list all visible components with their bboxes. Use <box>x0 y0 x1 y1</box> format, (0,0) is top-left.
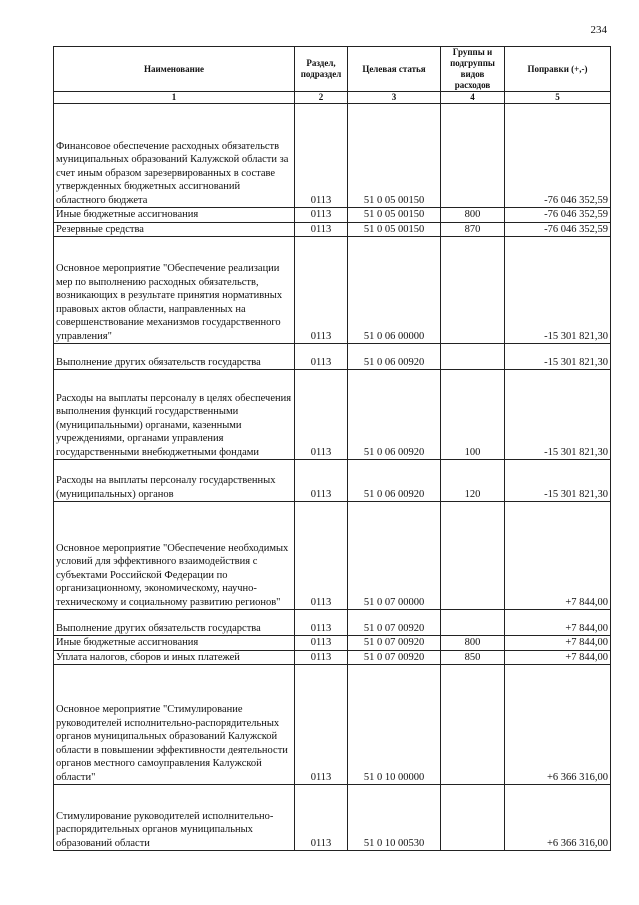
table-row <box>54 460 611 502</box>
table-header-row <box>54 47 611 92</box>
row-group <box>441 502 505 610</box>
row-article: 51 0 10 00000 <box>348 665 441 785</box>
row-name: Резервные средства <box>54 222 295 237</box>
row-amount: -15 301 821,30 <box>505 344 611 370</box>
budget-table <box>53 46 611 851</box>
table-row <box>54 785 611 851</box>
table-row <box>54 222 611 237</box>
row-group <box>441 665 505 785</box>
header-group: Группы и подгруппы видов расходов <box>441 47 505 92</box>
row-name: Выполнение других обязательств государства <box>54 344 295 370</box>
table-row <box>54 610 611 636</box>
row-name: Уплата налогов, сборов и иных платежей <box>54 650 295 665</box>
row-amount: -15 301 821,30 <box>505 237 611 344</box>
row-article: 51 0 06 00920 <box>348 344 441 370</box>
header-name: Наименование <box>54 47 295 92</box>
row-amount: -76 046 352,59 <box>505 208 611 223</box>
page-number: 234 <box>590 24 607 36</box>
header-article: Целевая статья <box>348 47 441 92</box>
row-amount: +7 844,00 <box>505 502 611 610</box>
column-number: 1 <box>54 92 295 104</box>
row-amount: +6 366 316,00 <box>505 785 611 851</box>
row-amount: +7 844,00 <box>505 650 611 665</box>
header-amount: Поправки (+,-) <box>505 47 611 92</box>
table-row <box>54 636 611 651</box>
table-row <box>54 104 611 208</box>
row-name: Стимулирование руководителей исполнительно-распорядительных органов муниципальных образований области <box>54 785 295 851</box>
row-amount: +7 844,00 <box>505 636 611 651</box>
row-amount: +6 366 316,00 <box>505 665 611 785</box>
row-article: 51 0 05 00150 <box>348 208 441 223</box>
row-section: 0113 <box>295 237 348 344</box>
row-section: 0113 <box>295 344 348 370</box>
table-row <box>54 344 611 370</box>
row-group <box>441 104 505 208</box>
row-name: Финансовое обеспечение расходных обязательств муниципальных образований Калужской области за счет иным образом зарезервированных в составе утвержденных бюджетных ассигнований областного бюджета <box>54 104 295 208</box>
column-number-row <box>54 92 611 104</box>
table-row <box>54 502 611 610</box>
row-section: 0113 <box>295 208 348 223</box>
row-group: 800 <box>441 636 505 651</box>
row-section: 0113 <box>295 665 348 785</box>
row-name: Расходы на выплаты персоналу в целях обеспечения выполнения функций государственными (муниципальными) органами, казенными учреждениями, органами управления государственными внебюджетными фондами <box>54 370 295 460</box>
row-group <box>441 237 505 344</box>
row-name: Расходы на выплаты персоналу государственных (муниципальных) органов <box>54 460 295 502</box>
row-name: Основное мероприятие "Обеспечение реализации мер по выполнению расходных обязательств, возникающих в результате принятия нормативных правовых актов области, направленных на совершенствование механизмов государственного управления" <box>54 237 295 344</box>
row-group: 800 <box>441 208 505 223</box>
row-group: 850 <box>441 650 505 665</box>
row-group <box>441 785 505 851</box>
table-row <box>54 665 611 785</box>
row-name: Иные бюджетные ассигнования <box>54 208 295 223</box>
row-section: 0113 <box>295 222 348 237</box>
row-article: 51 0 07 00920 <box>348 650 441 665</box>
row-amount: -76 046 352,59 <box>505 222 611 237</box>
column-number: 3 <box>348 92 441 104</box>
table-row <box>54 208 611 223</box>
column-number: 5 <box>505 92 611 104</box>
row-article: 51 0 10 00530 <box>348 785 441 851</box>
row-article: 51 0 05 00150 <box>348 222 441 237</box>
header-section: Раздел, подраздел <box>295 47 348 92</box>
column-number: 2 <box>295 92 348 104</box>
row-section: 0113 <box>295 650 348 665</box>
row-name: Основное мероприятие "Стимулирование руководителей исполнительно-распорядительных органов муниципальных образований Калужской области в повышении эффективности деятельности органов местного самоуправления Калужской области" <box>54 665 295 785</box>
row-article: 51 0 07 00920 <box>348 610 441 636</box>
table-row <box>54 370 611 460</box>
row-article: 51 0 05 00150 <box>348 104 441 208</box>
row-name: Выполнение других обязательств государства <box>54 610 295 636</box>
row-section: 0113 <box>295 104 348 208</box>
row-article: 51 0 06 00000 <box>348 237 441 344</box>
row-name: Основное мероприятие "Обеспечение необходимых условий для эффективного взаимодействия с субъектами Российской Федерации по организационному, экономическому, научно-техническому и социальному развитию регионов" <box>54 502 295 610</box>
table-row <box>54 237 611 344</box>
row-article: 51 0 06 00920 <box>348 370 441 460</box>
row-group: 100 <box>441 370 505 460</box>
row-amount: -15 301 821,30 <box>505 370 611 460</box>
row-section: 0113 <box>295 502 348 610</box>
row-section: 0113 <box>295 785 348 851</box>
row-name: Иные бюджетные ассигнования <box>54 636 295 651</box>
row-section: 0113 <box>295 370 348 460</box>
row-amount: -15 301 821,30 <box>505 460 611 502</box>
column-number: 4 <box>441 92 505 104</box>
row-amount: -76 046 352,59 <box>505 104 611 208</box>
row-article: 51 0 07 00920 <box>348 636 441 651</box>
table-row <box>54 650 611 665</box>
row-group: 870 <box>441 222 505 237</box>
row-amount: +7 844,00 <box>505 610 611 636</box>
row-section: 0113 <box>295 460 348 502</box>
row-group: 120 <box>441 460 505 502</box>
row-article: 51 0 07 00000 <box>348 502 441 610</box>
row-group <box>441 344 505 370</box>
row-article: 51 0 06 00920 <box>348 460 441 502</box>
row-group <box>441 610 505 636</box>
row-section: 0113 <box>295 610 348 636</box>
row-section: 0113 <box>295 636 348 651</box>
